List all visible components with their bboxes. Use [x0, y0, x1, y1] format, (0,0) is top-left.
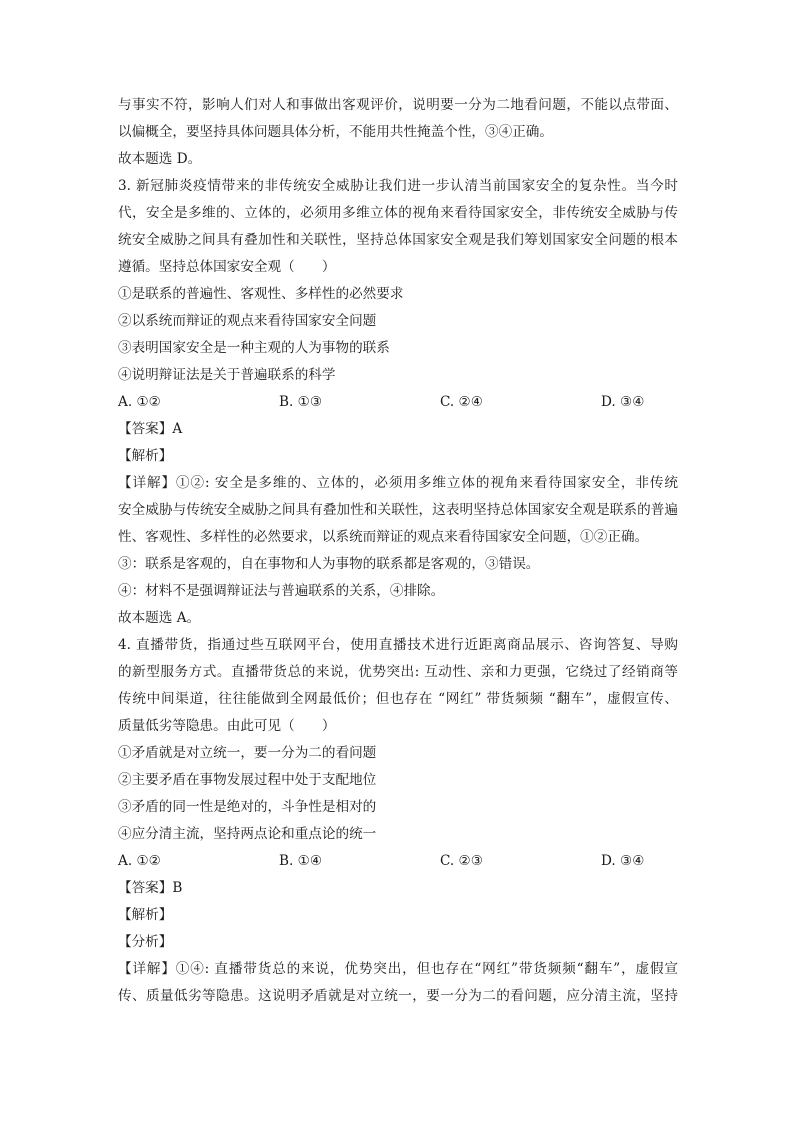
text-line: 与事实不符，影响人们对人和事做出客观评价，说明要一分为二地看问题，不能以点带面、 — [118, 97, 678, 113]
q3-answer: 【答案】A — [118, 421, 183, 437]
text-line: 质量低劣等隐患。由此可见（ ） — [118, 718, 336, 734]
text-line: ③矛盾的同一性是绝对的，斗争性是相对的 — [118, 799, 377, 815]
q4-option-b: B. ①④ — [279, 853, 323, 869]
text-line: 传、质量低劣等隐患。这说明矛盾就是对立统一，要一分为二的看问题，应分清主流，坚持 — [118, 988, 678, 1004]
text-line: ④应分清主流，坚持两点论和重点论的统一 — [118, 826, 377, 842]
q4-detail-block — [118, 956, 678, 1010]
q3-option-b: B. ①③ — [279, 394, 323, 410]
text-line: ②主要矛盾在事物发展过程中处于支配地位 — [118, 772, 377, 788]
text-line: 故本题选 A。 — [118, 610, 201, 626]
text-line: 4. 直播带货，指通过些互联网平台，使用直播技术进行近距离商品展示、咨询答复、导购 — [118, 637, 678, 653]
text-line: 的新型服务方式。直播带货总的来说，优势突出: 互动性、亲和力更强，它绕过了经销商等 — [118, 664, 678, 680]
text-line: ④：材料不是强调辩证法与普遍联系的关系，④排除。 — [118, 583, 445, 599]
q3-options — [118, 389, 678, 416]
q3-option-c: C. ②④ — [440, 394, 483, 410]
text-line: 传统中间渠道，往往能做到全网最低价；但也存在 “网红” 带货频频 “翻车”，虚假宣传、 — [118, 691, 678, 707]
q4-option-d: D. ③④ — [601, 853, 645, 869]
text-line: ③表明国家安全是一种主观的人为事物的联系 — [118, 340, 390, 356]
q3-analysis-heading: 【解析】 — [118, 448, 173, 464]
q4-text-block — [118, 632, 678, 848]
question-text-block — [118, 92, 678, 389]
text-line: 遵循。坚持总体国家安全观（ ） — [118, 259, 336, 275]
q4-fenxi-heading: 【分析】 — [118, 934, 173, 950]
text-line: 【详解】①②: 安全是多维的、立体的，必须用多维立体的视角来看待国家安全，非传统 — [118, 475, 678, 491]
text-line: 性、客观性、多样性的必然要求，以系统而辩证的观点来看待国家安全问题，①②正确。 — [118, 529, 649, 545]
q3-option-d: D. ③④ — [601, 394, 645, 410]
q4-option-c: C. ②③ — [440, 853, 483, 869]
text-line: 以偏概全，要坚持具体问题具体分析，不能用共性掩盖个性，③④正确。 — [118, 124, 553, 140]
text-line: 统安全威胁之间具有叠加性和关联性，坚持总体国家安全观是我们筹划国家安全问题的根本 — [118, 232, 678, 248]
q3-option-a: A. ①② — [118, 394, 161, 410]
q4-analysis-heading: 【解析】 — [118, 907, 173, 923]
q4-options — [118, 848, 678, 875]
text-line: ②以系统而辩证的观点来看待国家安全问题 — [118, 313, 377, 329]
q4-option-a: A. ①② — [118, 853, 161, 869]
text-line: 故本题选 D。 — [118, 151, 202, 167]
q3-detail-block — [118, 470, 678, 632]
text-line: 代，安全是多维的、立体的，必须用多维立体的视角来看待国家安全，非传统安全威胁与传 — [118, 205, 678, 221]
text-line: 【详解】①④: 直播带货总的来说，优势突出，但也存在“网红”带货频频“翻车”，虚假宣 — [118, 961, 678, 977]
text-line: 安全威胁与传统安全威胁之间具有叠加性和关联性，这表明坚持总体国家安全观是联系的普遍 — [118, 502, 678, 518]
text-line: 3. 新冠肺炎疫情带来的非传统安全威胁让我们进一步认清当前国家安全的复杂性。当今时 — [118, 178, 678, 194]
text-line: ①矛盾就是对立统一，要一分为二的看问题 — [118, 745, 377, 761]
text-line: ④说明辩证法是关于普遍联系的科学 — [118, 367, 336, 383]
text-line: ③：联系是客观的，自在事物和人为事物的联系都是客观的，③错误。 — [118, 556, 540, 572]
document-body — [118, 92, 678, 1010]
q4-answer: 【答案】B — [118, 880, 183, 896]
text-line: ①是联系的普遍性、客观性、多样性的必然要求 — [118, 286, 404, 302]
